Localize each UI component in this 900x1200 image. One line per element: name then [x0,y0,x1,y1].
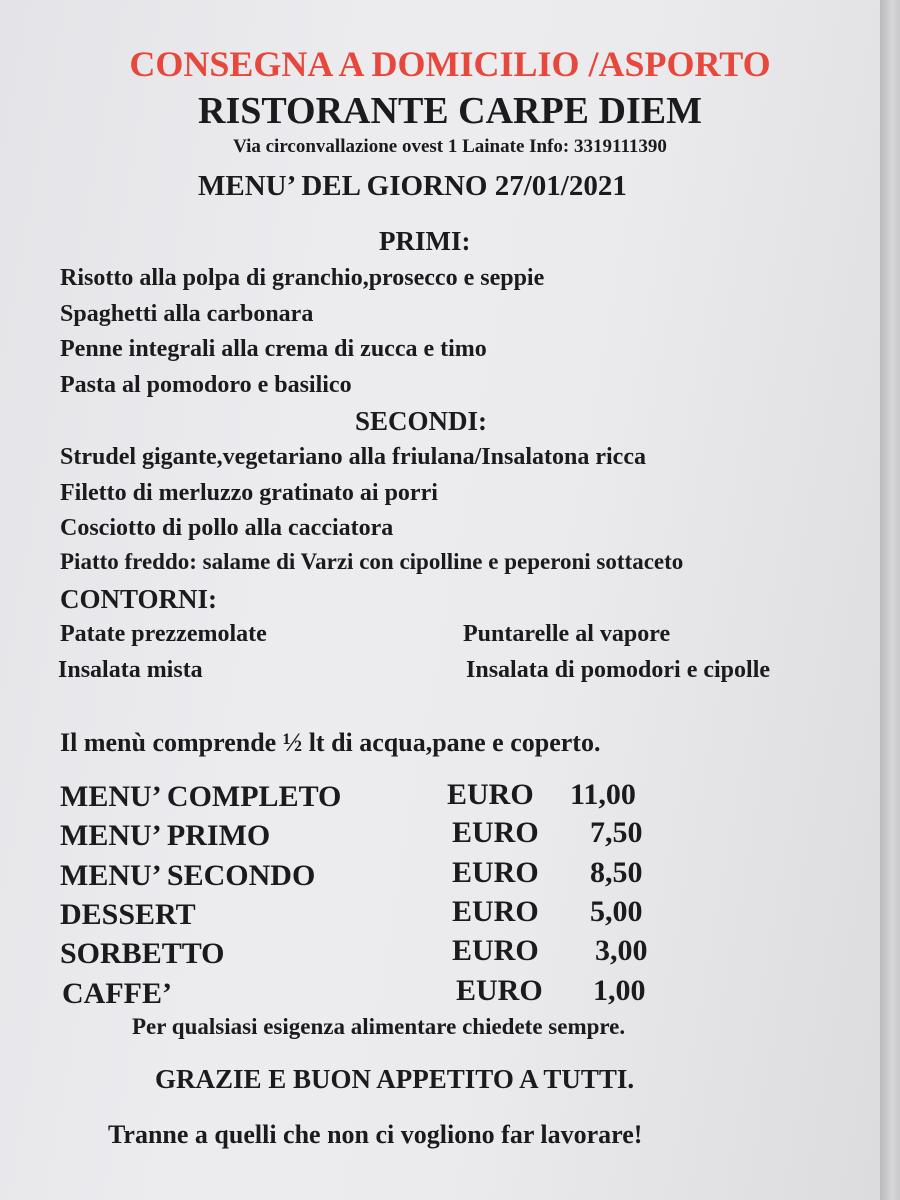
price-currency: EURO [452,895,539,928]
price-currency: EURO [452,816,539,849]
delivery-heading: CONSEGNA A DOMICILIO /ASPORTO [129,44,771,84]
price-currency: EURO [447,778,534,811]
menu-date-heading: MENU’ DEL GIORNO 27/01/2021 [198,170,627,202]
price-amount: 1,00 [593,974,646,1007]
price-label: MENU’ SECONDO [60,859,316,892]
secondi-item: Cosciotto di pollo alla cacciatora [60,515,394,541]
secondi-heading: SECONDI: [355,406,488,436]
price-currency: EURO [452,934,539,967]
menu-includes-note: Il menù comprende ½ lt di acqua,pane e coperto. [60,728,601,757]
price-label: MENU’ COMPLETO [60,780,342,813]
price-currency: EURO [452,856,539,889]
contorni-item: Insalata mista [58,657,203,683]
price-currency: EURO [456,974,543,1007]
background-surface [880,0,900,1200]
allergy-note: Per qualsiasi esigenza alimentare chiedete sempre. [132,1014,626,1039]
primi-item: Pasta al pomodoro e basilico [60,372,352,398]
thanks-line: GRAZIE E BUON APPETITO A TUTTI. [155,1064,635,1094]
price-amount: 8,50 [590,856,643,889]
price-amount: 7,50 [590,816,643,849]
restaurant-name: RISTORANTE CARPE DIEM [198,90,702,132]
secondi-item: Piatto freddo: salame di Varzi con cipolline e peperoni sottaceto [60,549,684,574]
secondi-item: Filetto di merluzzo gratinato ai porri [60,480,438,506]
price-label: CAFFE’ [62,977,172,1010]
price-label: SORBETTO [60,937,225,970]
price-label: MENU’ PRIMO [60,819,271,852]
price-amount: 11,00 [570,778,636,811]
primi-heading: PRIMI: [379,226,471,256]
contorni-heading: CONTORNI: [60,584,218,614]
address-line: Via circonvallazione ovest 1 Lainate Info: 3319111390 [233,136,667,157]
price-amount: 5,00 [590,895,643,928]
contorni-item: Patate prezzemolate [60,621,267,647]
primi-item: Penne integrali alla crema di zucca e timo [60,336,487,362]
primi-item: Spaghetti alla carbonara [60,301,314,327]
closing-remark: Tranne a quelli che non ci vogliono far lavorare! [108,1120,643,1149]
primi-item: Risotto alla polpa di granchio,prosecco e seppie [60,265,545,291]
price-label: DESSERT [60,898,196,931]
price-amount: 3,00 [595,934,648,967]
secondi-item: Strudel gigante,vegetariano alla friulana/Insalatona ricca [60,444,646,470]
contorni-item: Insalata di pomodori e cipolle [466,657,771,683]
contorni-item: Puntarelle al vapore [463,621,671,647]
